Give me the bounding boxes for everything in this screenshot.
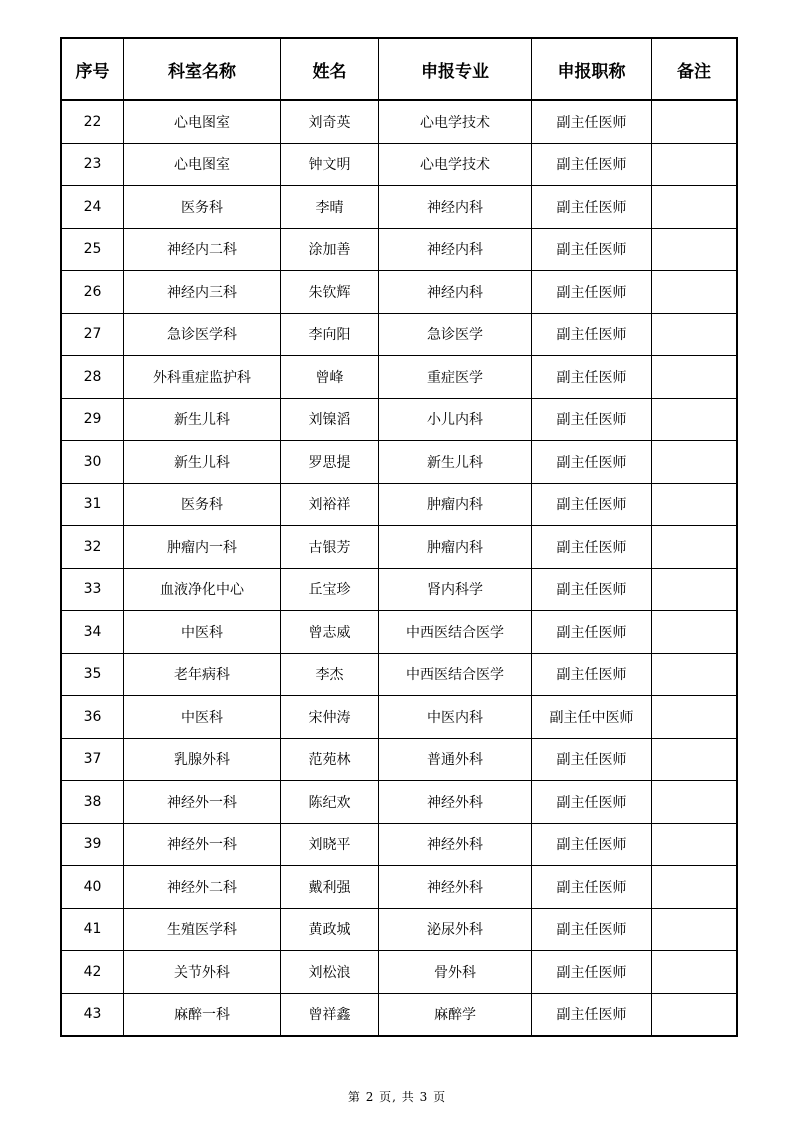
cell-note: [652, 653, 738, 696]
cell-title: 副主任医师: [532, 993, 652, 1036]
cell-name: 李晴: [281, 186, 379, 229]
cell-no: 23: [61, 143, 124, 186]
cell-name: 刘裕祥: [281, 483, 379, 526]
cell-major: 重症医学: [379, 356, 532, 399]
table-row: [61, 526, 737, 569]
cell-note: [652, 100, 738, 143]
cell-dept: 神经内三科: [124, 271, 281, 314]
cell-dept: 外科重症监护科: [124, 356, 281, 399]
cell-title: 副主任医师: [532, 908, 652, 951]
cell-major: 中医内科: [379, 696, 532, 739]
table-row: [61, 143, 737, 186]
cell-name: 朱钦辉: [281, 271, 379, 314]
cell-name: 曾祥鑫: [281, 993, 379, 1036]
cell-dept: 神经外一科: [124, 823, 281, 866]
cell-title: 副主任医师: [532, 823, 652, 866]
cell-note: [652, 866, 738, 909]
table-row: [61, 313, 737, 356]
table-row: [61, 993, 737, 1036]
cell-no: 28: [61, 356, 124, 399]
header-major: 申报专业: [379, 38, 532, 100]
cell-dept: 新生儿科: [124, 398, 281, 441]
cell-name: 涂加善: [281, 228, 379, 271]
cell-no: 39: [61, 823, 124, 866]
cell-dept: 神经外一科: [124, 781, 281, 824]
cell-major: 神经内科: [379, 228, 532, 271]
cell-major: 心电学技术: [379, 100, 532, 143]
cell-dept: 神经外二科: [124, 866, 281, 909]
cell-no: 35: [61, 653, 124, 696]
cell-dept: 新生儿科: [124, 441, 281, 484]
cell-no: 42: [61, 951, 124, 994]
cell-name: 刘晓平: [281, 823, 379, 866]
cell-name: 黄政城: [281, 908, 379, 951]
page-number: 第 2 页, 共 3 页: [347, 1090, 447, 1104]
cell-title: 副主任医师: [532, 738, 652, 781]
cell-dept: 医务科: [124, 186, 281, 229]
cell-name: 戴利强: [281, 866, 379, 909]
cell-note: [652, 823, 738, 866]
cell-note: [652, 526, 738, 569]
cell-major: 神经内科: [379, 186, 532, 229]
cell-dept: 血液净化中心: [124, 568, 281, 611]
table-row: [61, 356, 737, 399]
cell-title: 副主任医师: [532, 356, 652, 399]
cell-dept: 急诊医学科: [124, 313, 281, 356]
cell-note: [652, 908, 738, 951]
cell-note: [652, 228, 738, 271]
cell-title: 副主任医师: [532, 143, 652, 186]
cell-major: 普通外科: [379, 738, 532, 781]
header-title: 申报职称: [532, 38, 652, 100]
cell-no: 30: [61, 441, 124, 484]
cell-dept: 中医科: [124, 611, 281, 654]
cell-name: 古银芳: [281, 526, 379, 569]
cell-no: 32: [61, 526, 124, 569]
cell-major: 中西医结合医学: [379, 653, 532, 696]
table-row: [61, 653, 737, 696]
cell-no: 37: [61, 738, 124, 781]
cell-note: [652, 611, 738, 654]
table-row: [61, 908, 737, 951]
cell-title: 副主任医师: [532, 398, 652, 441]
cell-title: 副主任医师: [532, 653, 652, 696]
cell-name: 李向阳: [281, 313, 379, 356]
cell-no: 41: [61, 908, 124, 951]
cell-note: [652, 993, 738, 1036]
cell-major: 神经外科: [379, 823, 532, 866]
header-name: 姓名: [281, 38, 379, 100]
cell-dept: 麻醉一科: [124, 993, 281, 1036]
cell-no: 36: [61, 696, 124, 739]
cell-dept: 中医科: [124, 696, 281, 739]
cell-title: 副主任医师: [532, 271, 652, 314]
cell-dept: 肿瘤内一科: [124, 526, 281, 569]
cell-major: 肿瘤内科: [379, 526, 532, 569]
cell-dept: 生殖医学科: [124, 908, 281, 951]
cell-dept: 神经内二科: [124, 228, 281, 271]
cell-major: 小儿内科: [379, 398, 532, 441]
cell-no: 34: [61, 611, 124, 654]
table-header: [61, 38, 737, 100]
cell-title: 副主任医师: [532, 781, 652, 824]
cell-title: 副主任医师: [532, 441, 652, 484]
cell-name: 钟文明: [281, 143, 379, 186]
cell-dept: 心电图室: [124, 143, 281, 186]
cell-name: 刘镍滔: [281, 398, 379, 441]
table-row: [61, 568, 737, 611]
cell-note: [652, 143, 738, 186]
cell-title: 副主任医师: [532, 100, 652, 143]
cell-major: 新生儿科: [379, 441, 532, 484]
cell-major: 肿瘤内科: [379, 483, 532, 526]
cell-no: 31: [61, 483, 124, 526]
cell-note: [652, 951, 738, 994]
table-row: [61, 398, 737, 441]
cell-major: 麻醉学: [379, 993, 532, 1036]
cell-dept: 心电图室: [124, 100, 281, 143]
header-row: [61, 38, 737, 100]
cell-major: 心电学技术: [379, 143, 532, 186]
cell-title: 副主任医师: [532, 186, 652, 229]
table-row: [61, 823, 737, 866]
cell-note: [652, 781, 738, 824]
table-row: [61, 781, 737, 824]
cell-no: 29: [61, 398, 124, 441]
cell-note: [652, 313, 738, 356]
table-row: [61, 100, 737, 143]
cell-major: 肾内科学: [379, 568, 532, 611]
cell-no: 27: [61, 313, 124, 356]
table-row: [61, 228, 737, 271]
cell-note: [652, 441, 738, 484]
cell-no: 40: [61, 866, 124, 909]
cell-major: 神经外科: [379, 866, 532, 909]
cell-note: [652, 738, 738, 781]
table-row: [61, 696, 737, 739]
cell-name: 丘宝珍: [281, 568, 379, 611]
cell-name: 陈纪欢: [281, 781, 379, 824]
table-row: [61, 483, 737, 526]
header-no: 序号: [61, 38, 124, 100]
cell-major: 神经内科: [379, 271, 532, 314]
cell-name: 范苑林: [281, 738, 379, 781]
cell-title: 副主任医师: [532, 951, 652, 994]
cell-dept: 关节外科: [124, 951, 281, 994]
table-row: [61, 866, 737, 909]
cell-no: 22: [61, 100, 124, 143]
cell-name: 李杰: [281, 653, 379, 696]
cell-no: 38: [61, 781, 124, 824]
header-dept: 科室名称: [124, 38, 281, 100]
table-row: [61, 441, 737, 484]
cell-major: 骨外科: [379, 951, 532, 994]
cell-no: 43: [61, 993, 124, 1036]
cell-name: 曾峰: [281, 356, 379, 399]
cell-title: 副主任中医师: [532, 696, 652, 739]
cell-no: 24: [61, 186, 124, 229]
cell-title: 副主任医师: [532, 483, 652, 526]
cell-major: 泌尿外科: [379, 908, 532, 951]
cell-title: 副主任医师: [532, 611, 652, 654]
cell-title: 副主任医师: [532, 228, 652, 271]
cell-no: 26: [61, 271, 124, 314]
table-body: [61, 100, 737, 1036]
cell-title: 副主任医师: [532, 313, 652, 356]
cell-no: 33: [61, 568, 124, 611]
cell-major: 急诊医学: [379, 313, 532, 356]
table-row: [61, 611, 737, 654]
cell-name: 刘松浪: [281, 951, 379, 994]
cell-note: [652, 696, 738, 739]
cell-no: 25: [61, 228, 124, 271]
roster-table: [60, 37, 738, 1037]
cell-note: [652, 186, 738, 229]
cell-dept: 医务科: [124, 483, 281, 526]
cell-note: [652, 483, 738, 526]
cell-note: [652, 356, 738, 399]
cell-title: 副主任医师: [532, 866, 652, 909]
table-row: [61, 271, 737, 314]
header-note: 备注: [652, 38, 738, 100]
table-row: [61, 186, 737, 229]
cell-major: 中西医结合医学: [379, 611, 532, 654]
cell-note: [652, 271, 738, 314]
cell-dept: 老年病科: [124, 653, 281, 696]
table-row: [61, 951, 737, 994]
cell-name: 曾志威: [281, 611, 379, 654]
cell-major: 神经外科: [379, 781, 532, 824]
cell-title: 副主任医师: [532, 568, 652, 611]
cell-name: 刘奇英: [281, 100, 379, 143]
table-row: [61, 738, 737, 781]
cell-note: [652, 398, 738, 441]
cell-title: 副主任医师: [532, 526, 652, 569]
cell-name: 宋仲涛: [281, 696, 379, 739]
cell-dept: 乳腺外科: [124, 738, 281, 781]
cell-name: 罗思提: [281, 441, 379, 484]
cell-note: [652, 568, 738, 611]
